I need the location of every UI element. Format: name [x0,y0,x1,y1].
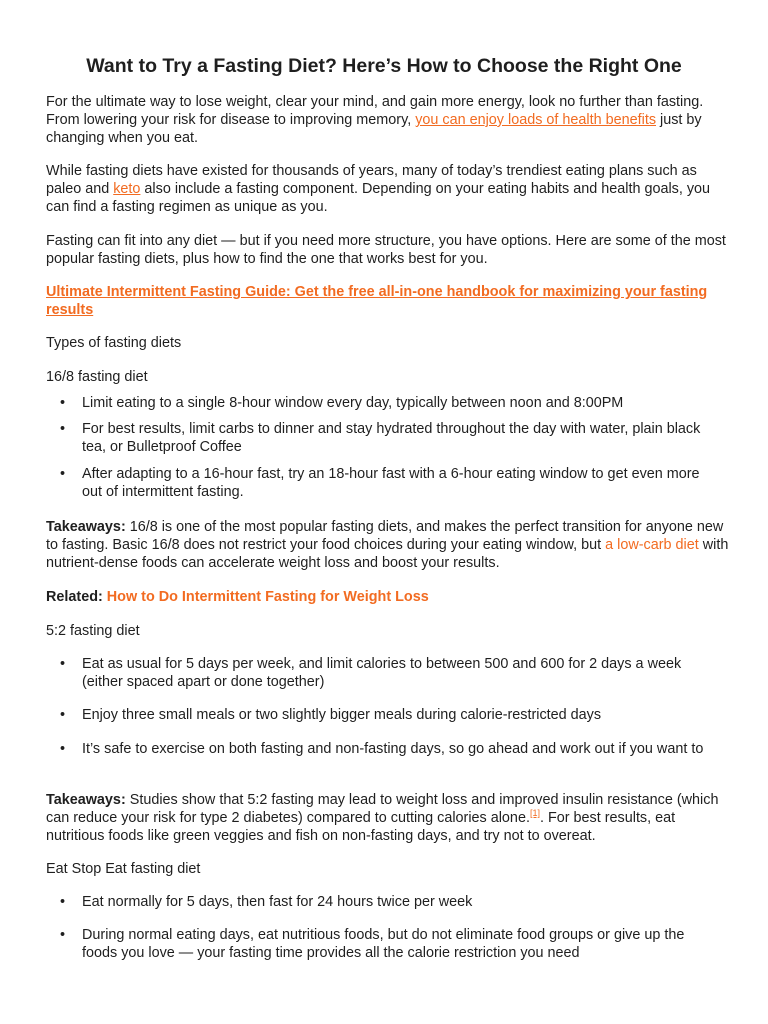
guide-paragraph [46,283,736,319]
list-item-text: During normal eating days, eat nutritious foods, but do not eliminate food groups or give up the foods you love — your fasting time provides all the calorie restriction you need [82,927,685,961]
low-carb-diet-link[interactable]: a low-carb diet [605,537,699,553]
bullet-icon: • [60,466,66,482]
types-heading: Types of fasting diets [46,335,182,351]
list-item-text: After adapting to a 16-hour fast, try an 18-hour fast with a 6-hour eating window to get even more out of intermittent fasting. [82,466,700,500]
footnote-link[interactable]: [1] [529,808,540,819]
intro-paragraph [46,93,736,147]
diet-5-2-heading: 5:2 fasting diet [46,623,140,639]
diet-eat-stop-eat-heading: Eat Stop Eat fasting diet [46,861,201,877]
list-item-text: It’s safe to exercise on both fasting and non-fasting days, so go ahead and work out if you want to [82,741,704,757]
history-text-end: also include a fasting component. Depending on your eating habits and health goals, you can find a fasting regimen as unique as you. [46,181,711,215]
takeaways-label: Takeaways: [46,792,126,808]
list-item [60,655,720,691]
bullet-icon: • [60,656,66,672]
intro-text-end: just by changing when you eat. [46,112,702,146]
list-item [60,420,720,456]
list-item-text: Enjoy three small meals or two slightly bigger meals during calorie-restricted days [82,707,602,723]
diet-16-8-heading: 16/8 fasting diet [46,369,148,385]
bullet-icon: • [60,421,66,437]
list-item [60,893,720,911]
takeaways-text: Studies show that 5:2 fasting may lead to weight loss and improved insulin resistance (which can reduce your risk for type 2 diabetes) compared to cutting calories alone. [46,792,719,826]
list-item [60,740,720,758]
takeaways-text-end: with nutrient-dense foods can accelerate weight loss and boost your results. [46,537,729,571]
takeaways-text: 16/8 is one of the most popular fasting diets, and makes the perfect transition for anyone new to fasting. Basic 16/8 does not restrict your food choices during your eating window, but [46,519,724,553]
list-item [60,706,720,724]
list-item-text: Limit eating to a single 8-hour window every day, typically between noon and 8:00PM [82,395,624,411]
list-item [60,394,720,412]
list-item [60,926,720,962]
page-title: Want to Try a Fasting Diet? Here’s How to Choose the Right One [86,55,682,77]
options-paragraph: Fasting can fit into any diet — but if you need more structure, you have options. Here are some of the most popular fasting diets, plus how to find the one that works best for you. [46,233,726,267]
list-item-text: For best results, limit carbs to dinner and stay hydrated throughout the day with water, plain black tea, or Bulletproof Coffee [82,421,701,455]
history-paragraph [46,162,736,216]
related-label: Related: [46,589,103,605]
bullet-icon: • [60,707,66,723]
history-text: While fasting diets have existed for thousands of years, many of today’s trendiest eating plans such as paleo and [46,163,697,197]
takeaways-5-2 [46,791,736,845]
bullet-icon: • [60,894,66,910]
related-paragraph [46,588,736,606]
list-item [60,465,720,501]
takeaways-16-8 [46,518,736,572]
takeaways-label: Takeaways: [46,519,126,535]
bullet-icon: • [60,741,66,757]
intro-text: For the ultimate way to lose weight, clear your mind, and gain more energy, look no further than fasting. From lowering your risk for disease to improving memory, [46,94,704,128]
bullet-icon: • [60,927,66,943]
bullet-icon: • [60,395,66,411]
takeaways-text-end: . For best results, eat nutritious foods like green veggies and fish on non-fasting days, and try not to overeat. [46,810,676,844]
fasting-guide-link[interactable]: Ultimate Intermittent Fasting Guide: Get the free all-in-one handbook for maximizing your fasting results [46,284,708,318]
list-item-text: Eat normally for 5 days, then fast for 24 hours twice per week [82,894,473,910]
list-item-text: Eat as usual for 5 days per week, and limit calories to between 500 and 600 for 2 days a week (either spaced apart or done together) [82,656,682,690]
keto-link[interactable]: keto [113,181,141,197]
related-link[interactable]: How to Do Intermittent Fasting for Weight Loss [106,589,429,605]
health-benefits-link[interactable]: you can enjoy loads of health benefits [415,112,657,128]
